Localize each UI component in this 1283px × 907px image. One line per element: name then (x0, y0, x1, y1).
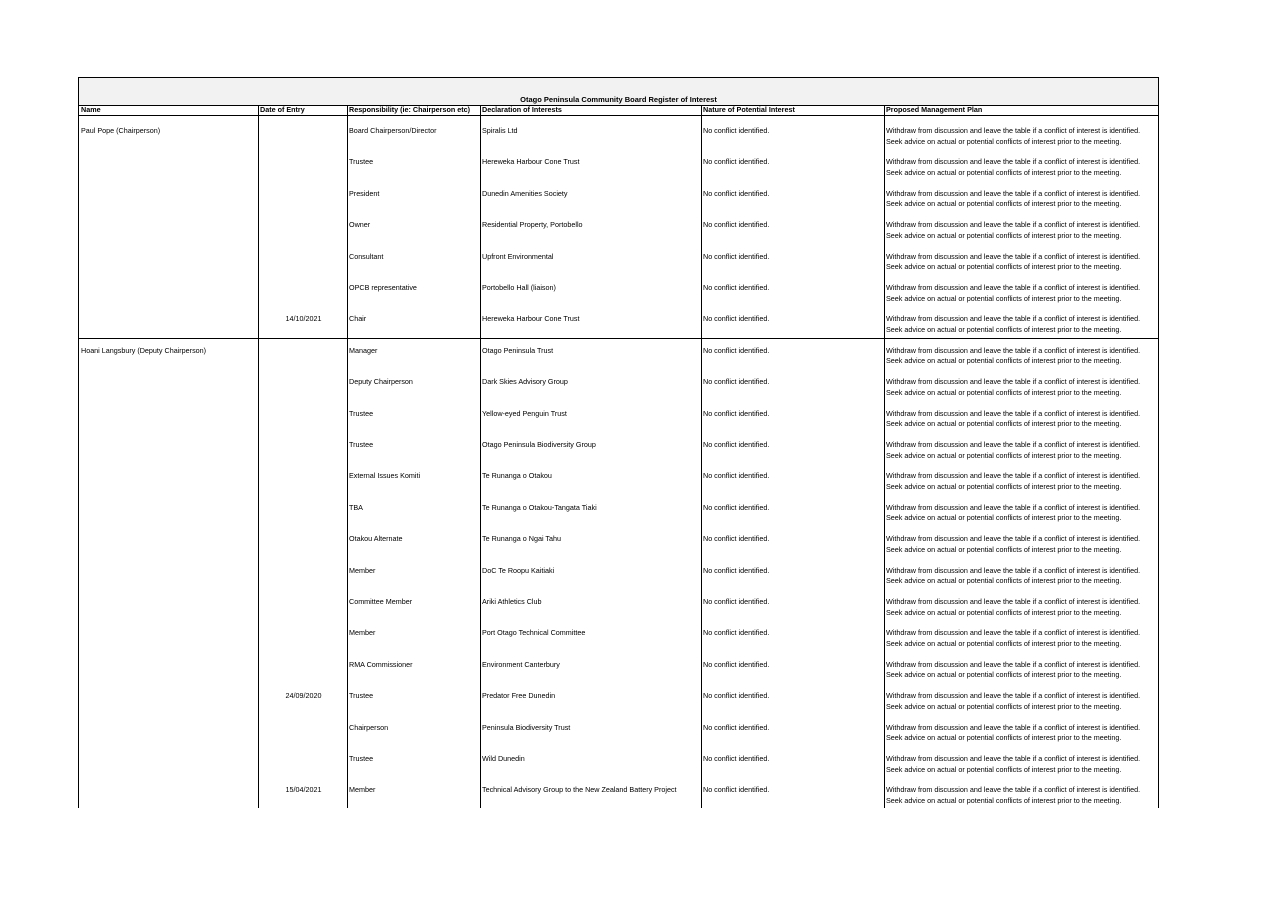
plan-line-2: Seek advice on actual or potential conflicts of interest prior to the meeting. (886, 670, 1122, 680)
entry-date: 15/04/2021 (285, 785, 322, 795)
plan-line-1: Withdraw from discussion and leave the table if a conflict of interest is identified. (886, 597, 1141, 606)
declaration-cell: Te Runanga o Ngai Tahu (482, 534, 561, 544)
declaration-cell: Otago Peninsula Trust (482, 345, 554, 355)
nature-cell: No conflict identified. (703, 440, 770, 449)
plan-line-1: Withdraw from discussion and leave the table if a conflict of interest is identified. (886, 314, 1141, 324)
nature-cell: No conflict identified. (703, 502, 770, 512)
declaration-cell: Te Runanga o Otakou-Tangata Tiaki (482, 502, 597, 512)
column-header-date: Date of Entry (260, 105, 305, 114)
plan-line-2: Seek advice on actual or potential conflicts of interest prior to the meeting. (886, 167, 1122, 177)
declaration-cell: Hereweka Harbour Cone Trust (482, 314, 580, 324)
declaration-cell: Ariki Athletics Club (482, 597, 542, 606)
plan-line-1: Withdraw from discussion and leave the table if a conflict of interest is identified. (886, 628, 1141, 638)
declaration-cell: Dunedin Amenities Society (482, 188, 568, 198)
nature-cell: No conflict identified. (703, 722, 770, 732)
plan-line-1: Withdraw from discussion and leave the table if a conflict of interest is identified. (886, 471, 1141, 481)
plan-line-2: Seek advice on actual or potential conflicts of interest prior to the meeting. (886, 544, 1122, 554)
nature-cell: No conflict identified. (703, 785, 770, 795)
register-title-bar (79, 78, 1158, 106)
declaration-cell: Residential Property, Portobello (482, 220, 583, 230)
responsibility-cell: RMA Commissioner (349, 659, 413, 669)
plan-line-2: Seek advice on actual or potential conflicts of interest prior to the meeting. (886, 481, 1122, 491)
plan-line-1: Withdraw from discussion and leave the table if a conflict of interest is identified. (886, 157, 1141, 167)
declaration-cell: Te Runanga o Otakou (482, 471, 552, 481)
responsibility-cell: Trustee (349, 440, 374, 449)
responsibility-cell: Chair (349, 314, 367, 324)
declaration-cell: Environment Canterbury (482, 659, 560, 669)
column-rule (884, 105, 885, 808)
responsibility-cell: Member (349, 565, 376, 575)
plan-line-2: Seek advice on actual or potential conflicts of interest prior to the meeting. (886, 795, 1122, 805)
register-table (78, 77, 1159, 808)
nature-cell: No conflict identified. (703, 220, 770, 230)
member-name: Hoani Langsbury (Deputy Chairperson) (81, 345, 207, 355)
plan-line-1: Withdraw from discussion and leave the table if a conflict of interest is identified. (886, 408, 1141, 418)
plan-line-1: Withdraw from discussion and leave the table if a conflict of interest is identified. (886, 534, 1141, 544)
plan-line-1: Withdraw from discussion and leave the table if a conflict of interest is identified. (886, 283, 1141, 292)
responsibility-cell: Trustee (349, 754, 374, 763)
declaration-cell: DoC Te Roopu Kaitiaki (482, 565, 555, 575)
plan-line-1: Withdraw from discussion and leave the table if a conflict of interest is identified. (886, 251, 1141, 261)
nature-cell: No conflict identified. (703, 408, 770, 418)
responsibility-cell: Trustee (349, 691, 374, 701)
plan-line-2: Seek advice on actual or potential conflicts of interest prior to the meeting. (886, 764, 1122, 774)
plan-line-2: Seek advice on actual or potential conflicts of interest prior to the meeting. (886, 638, 1122, 648)
plan-line-2: Seek advice on actual or potential conflicts of interest prior to the meeting. (886, 199, 1122, 209)
register-title: Otago Peninsula Community Board Register of Interest (520, 95, 717, 104)
plan-line-2: Seek advice on actual or potential conflicts of interest prior to the meeting. (886, 733, 1122, 743)
plan-line-1: Withdraw from discussion and leave the table if a conflict of interest is identified. (886, 691, 1141, 701)
declaration-cell: Hereweka Harbour Cone Trust (482, 157, 580, 167)
plan-line-1: Withdraw from discussion and leave the table if a conflict of interest is identified. (886, 126, 1141, 135)
column-header-declaration: Declaration of Interests (482, 105, 562, 114)
plan-line-2: Seek advice on actual or potential conflicts of interest prior to the meeting. (886, 136, 1122, 146)
declaration-cell: Wild Dunedin (482, 754, 525, 763)
plan-line-2: Seek advice on actual or potential conflicts of interest prior to the meeting. (886, 513, 1122, 523)
column-header-plan: Proposed Management Plan (886, 105, 983, 114)
column-header-name: Name (81, 105, 101, 114)
responsibility-cell: Committee Member (349, 597, 413, 606)
responsibility-cell: Trustee (349, 157, 374, 167)
column-rule (347, 105, 348, 808)
responsibility-cell: Trustee (349, 408, 374, 418)
declaration-cell: Predator Free Dunedin (482, 691, 556, 701)
plan-line-2: Seek advice on actual or potential conflicts of interest prior to the meeting. (886, 324, 1122, 334)
plan-line-2: Seek advice on actual or potential conflicts of interest prior to the meeting. (886, 701, 1122, 711)
column-rule (701, 105, 702, 808)
declaration-cell: Upfront Environmental (482, 251, 554, 261)
responsibility-cell: Otakou Alternate (349, 534, 403, 544)
nature-cell: No conflict identified. (703, 126, 770, 135)
responsibility-cell: Board Chairperson/Director (349, 126, 437, 135)
declaration-cell: Spiralis Ltd (482, 126, 518, 135)
responsibility-cell: Member (349, 785, 376, 795)
nature-cell: No conflict identified. (703, 251, 770, 261)
plan-line-1: Withdraw from discussion and leave the table if a conflict of interest is identified. (886, 345, 1141, 355)
nature-cell: No conflict identified. (703, 659, 770, 669)
declaration-cell: Peninsula Biodiversity Trust (482, 722, 571, 732)
responsibility-cell: TBA (349, 502, 363, 512)
plan-line-2: Seek advice on actual or potential conflicts of interest prior to the meeting. (886, 450, 1122, 460)
responsibility-cell: Consultant (349, 251, 384, 261)
plan-line-1: Withdraw from discussion and leave the table if a conflict of interest is identified. (886, 188, 1141, 198)
nature-cell: No conflict identified. (703, 754, 770, 763)
declaration-cell: Port Otago Technical Committee (482, 628, 586, 638)
plan-line-1: Withdraw from discussion and leave the table if a conflict of interest is identified. (886, 440, 1141, 449)
plan-line-1: Withdraw from discussion and leave the table if a conflict of interest is identified. (886, 220, 1141, 230)
responsibility-cell: Manager (349, 345, 378, 355)
nature-cell: No conflict identified. (703, 345, 770, 355)
column-header-nature: Nature of Potential Interest (703, 105, 795, 114)
plan-line-2: Seek advice on actual or potential conflicts of interest prior to the meeting. (886, 387, 1122, 397)
column-header-row (79, 105, 1158, 116)
plan-line-2: Seek advice on actual or potential conflicts of interest prior to the meeting. (886, 293, 1122, 303)
nature-cell: No conflict identified. (703, 534, 770, 544)
plan-line-2: Seek advice on actual or potential conflicts of interest prior to the meeting. (886, 607, 1122, 617)
declaration-cell: Yellow-eyed Penguin Trust (482, 408, 567, 418)
nature-cell: No conflict identified. (703, 628, 770, 638)
plan-line-2: Seek advice on actual or potential conflicts of interest prior to the meeting. (886, 356, 1122, 366)
nature-cell: No conflict identified. (703, 691, 770, 701)
responsibility-cell: Deputy Chairperson (349, 377, 413, 387)
nature-cell: No conflict identified. (703, 283, 770, 292)
responsibility-cell: President (349, 188, 380, 198)
plan-line-1: Withdraw from discussion and leave the table if a conflict of interest is identified. (886, 754, 1141, 763)
column-header-responsibility: Responsibility (ie: Chairperson etc) (349, 105, 471, 114)
declaration-cell: Dark Skies Advisory Group (482, 377, 568, 387)
plan-line-1: Withdraw from discussion and leave the table if a conflict of interest is identified. (886, 565, 1141, 575)
plan-line-2: Seek advice on actual or potential conflicts of interest prior to the meeting. (886, 230, 1122, 240)
plan-line-2: Seek advice on actual or potential conflicts of interest prior to the meeting. (886, 576, 1122, 586)
plan-line-2: Seek advice on actual or potential conflicts of interest prior to the meeting. (886, 262, 1122, 272)
nature-cell: No conflict identified. (703, 157, 770, 167)
nature-cell: No conflict identified. (703, 565, 770, 575)
nature-cell: No conflict identified. (703, 377, 770, 387)
plan-line-1: Withdraw from discussion and leave the table if a conflict of interest is identified. (886, 785, 1141, 795)
declaration-cell: Technical Advisory Group to the New Zealand Battery Project (482, 785, 677, 795)
responsibility-cell: Owner (349, 220, 371, 230)
column-rule (258, 105, 259, 808)
nature-cell: No conflict identified. (703, 314, 770, 324)
column-rule (480, 105, 481, 808)
responsibility-cell: Chairperson (349, 722, 389, 732)
responsibility-cell: Member (349, 628, 376, 638)
plan-line-1: Withdraw from discussion and leave the table if a conflict of interest is identified. (886, 502, 1141, 512)
member-name: Paul Pope (Chairperson) (81, 126, 161, 135)
declaration-cell: Portobello Hall (liaison) (482, 283, 556, 292)
plan-line-1: Withdraw from discussion and leave the table if a conflict of interest is identified. (886, 659, 1141, 669)
entry-date: 24/09/2020 (285, 691, 322, 701)
plan-line-1: Withdraw from discussion and leave the table if a conflict of interest is identified. (886, 722, 1141, 732)
responsibility-cell: External Issues Komiti (349, 471, 421, 481)
nature-cell: No conflict identified. (703, 597, 770, 606)
plan-line-2: Seek advice on actual or potential conflicts of interest prior to the meeting. (886, 419, 1122, 429)
declaration-cell: Otago Peninsula Biodiversity Group (482, 440, 596, 449)
nature-cell: No conflict identified. (703, 188, 770, 198)
responsibility-cell: OPCB representative (349, 283, 417, 292)
nature-cell: No conflict identified. (703, 471, 770, 481)
plan-line-1: Withdraw from discussion and leave the table if a conflict of interest is identified. (886, 377, 1141, 387)
member-separator (79, 338, 1158, 339)
entry-date: 14/10/2021 (285, 314, 322, 324)
